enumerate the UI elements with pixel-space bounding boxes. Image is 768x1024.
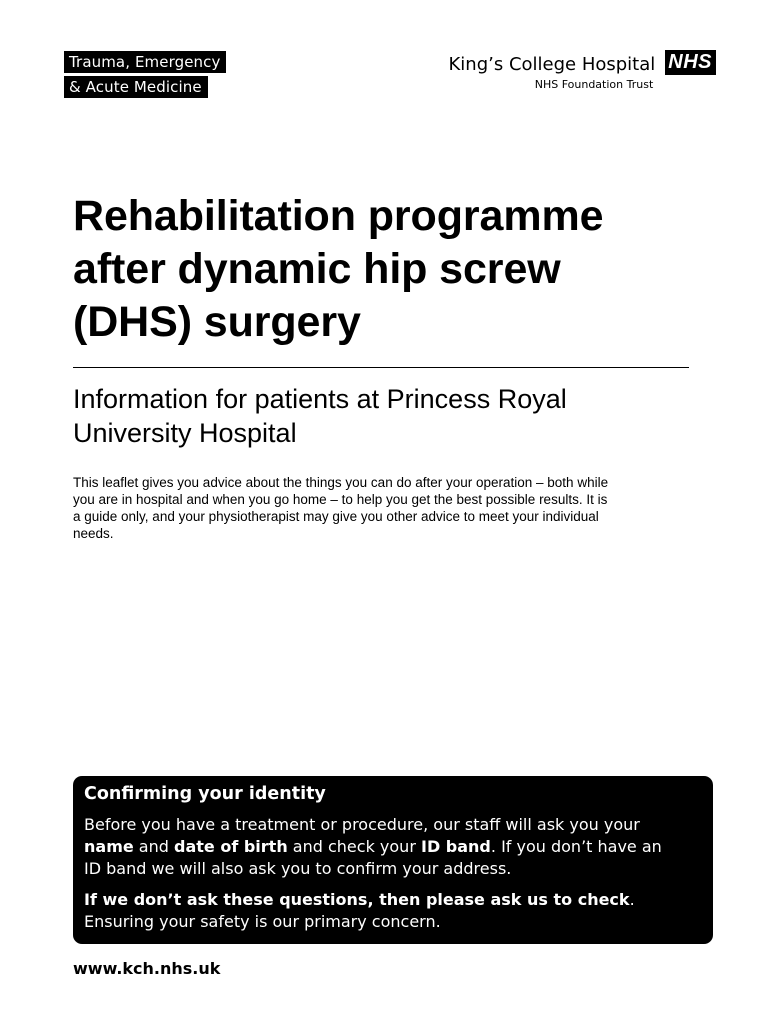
intro-paragraph — [73, 474, 703, 542]
nhs-logo: NHS — [665, 50, 716, 75]
subtitle-line-2: University Hospital — [73, 418, 297, 448]
identity-paragraph-2 — [84, 889, 703, 933]
identity-text-d: . If you don’t have an — [490, 837, 662, 856]
department-line-2: & Acute Medicine — [64, 76, 208, 98]
identity-text-a: Before you have a treatment or procedure, our staff will ask you your — [84, 815, 640, 834]
identity-text-e: ID band we will also ask you to confirm your address. — [84, 859, 512, 878]
hospital-brand — [448, 50, 716, 92]
intro-line-1: This leaflet gives you advice about the things you can do after your operation – both while — [73, 475, 609, 490]
identity-text-b: and — [133, 837, 174, 856]
identity-safety-text: Ensuring your safety is our primary concern. — [84, 912, 441, 931]
identity-paragraph-1 — [84, 814, 703, 880]
title-line-2: after dynamic hip screw — [73, 245, 561, 293]
identity-text-c: and check your — [287, 837, 421, 856]
website-link[interactable]: www.kch.nhs.uk — [73, 959, 221, 978]
identity-name-term: name — [84, 837, 134, 856]
department-line-1: Trauma, Emergency — [64, 51, 226, 73]
intro-line-3: a guide only, and your physiotherapist may give you other advice to meet your individual — [73, 509, 599, 524]
intro-line-2: you are in hospital and when you go home – to help you get the best possible results. It is — [73, 492, 608, 507]
identity-text-period: . — [629, 890, 635, 909]
trust-name: NHS Foundation Trust — [534, 78, 654, 91]
title-line-3: (DHS) surgery — [73, 298, 361, 346]
subtitle-line-1: Information for patients at Princess Royal — [73, 384, 567, 414]
identity-ask-us-text: If we don’t ask these questions, then please ask us to check — [84, 890, 630, 909]
title-divider — [73, 367, 689, 368]
hospital-brand-text — [448, 50, 655, 92]
department-label — [64, 51, 226, 101]
identity-notice-box — [73, 776, 713, 944]
identity-heading: Confirming your identity — [84, 784, 326, 804]
identity-idband-term: ID band — [420, 837, 491, 856]
document-subtitle — [73, 382, 693, 450]
title-line-1: Rehabilitation programme — [73, 192, 604, 240]
intro-line-4: needs. — [73, 526, 114, 541]
identity-dob-term: date of birth — [174, 837, 288, 856]
document-title — [73, 190, 713, 349]
hospital-name: King’s College Hospital — [448, 54, 656, 75]
